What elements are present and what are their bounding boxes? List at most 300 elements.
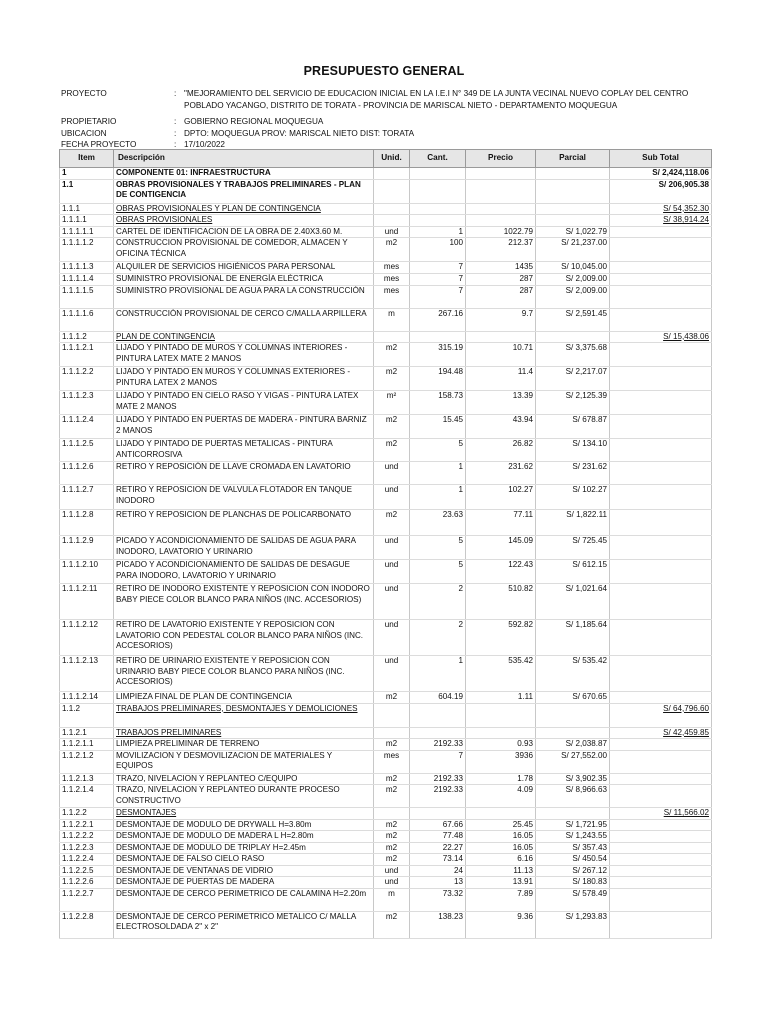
row-item-code	[60, 462, 114, 485]
header-colon: :	[174, 117, 177, 126]
row-partial	[536, 215, 610, 227]
table-row	[60, 750, 712, 773]
row-price-text: 4.09	[517, 785, 533, 794]
row-partial	[536, 739, 610, 751]
table-row	[60, 168, 712, 180]
row-item-code	[60, 877, 114, 889]
row-description	[114, 785, 374, 808]
table-row	[60, 808, 712, 820]
row-description	[114, 692, 374, 704]
row-partial	[536, 439, 610, 462]
row-item-code	[60, 692, 114, 704]
row-price-text: 1022.79	[503, 226, 533, 236]
row-unit-text: und	[384, 462, 399, 471]
row-item-code-text: 1.1.1.2.7	[62, 485, 94, 494]
row-description	[114, 439, 374, 462]
row-unit	[374, 865, 410, 877]
row-quantity	[410, 238, 466, 262]
row-description	[114, 462, 374, 485]
row-description-text: DESMONTAJE DE CERCO PERIMETRICO METALICO C/ MALLA ELECTROSOLDADA 2" x 2"	[116, 911, 356, 931]
row-subtotal	[610, 367, 712, 391]
row-partial	[536, 692, 610, 704]
row-quantity-text: 7	[458, 262, 463, 271]
row-item-code-text: 1.1.2.2.8	[62, 911, 94, 921]
row-unit	[374, 831, 410, 843]
row-unit-text: und	[384, 656, 399, 665]
row-unit	[374, 285, 410, 308]
header-colon: :	[174, 140, 177, 149]
row-unit	[374, 819, 410, 831]
row-quantity	[410, 331, 466, 343]
row-subtotal-text: S/ 38,914.24	[663, 215, 709, 224]
row-subtotal	[610, 238, 712, 262]
row-description	[114, 819, 374, 831]
row-item-code-text: 1.1.1.2.2	[62, 367, 94, 376]
row-quantity-text: 23.63	[442, 510, 463, 519]
row-item-code	[60, 620, 114, 656]
row-unit	[374, 226, 410, 238]
row-quantity-text: 1	[458, 485, 463, 494]
row-item-code	[60, 274, 114, 286]
row-quantity-text: 13	[453, 877, 463, 886]
row-quantity-text: 2192.33	[433, 773, 463, 783]
row-subtotal	[610, 831, 712, 843]
row-price	[466, 785, 536, 808]
table-row	[60, 656, 712, 692]
row-quantity	[410, 785, 466, 808]
row-unit	[374, 331, 410, 343]
row-partial	[536, 842, 610, 854]
row-price	[466, 842, 536, 854]
row-quantity	[410, 274, 466, 286]
row-partial	[536, 179, 610, 203]
table-row	[60, 439, 712, 462]
row-description-text: LIMPIEZA PRELIMINAR DE TERRENO	[116, 739, 260, 748]
row-price-text: 592.82	[508, 620, 533, 629]
row-partial-text: S/ 2,038.87	[565, 739, 607, 748]
row-description	[114, 331, 374, 343]
row-partial	[536, 620, 610, 656]
row-subtotal	[610, 343, 712, 367]
col-unit: Unid.	[374, 150, 410, 168]
row-description	[114, 703, 374, 727]
row-subtotal	[610, 865, 712, 877]
row-item-code	[60, 888, 114, 911]
row-partial-text: S/ 8,966.63	[565, 785, 607, 794]
row-unit-text: m2	[385, 343, 398, 352]
row-unit-text: m2	[385, 842, 398, 852]
row-item-code	[60, 831, 114, 843]
row-price	[466, 343, 536, 367]
row-quantity	[410, 692, 466, 704]
row-price-text: 11.13	[513, 865, 533, 875]
row-item-code-text: 1.1.1.1.1	[62, 226, 94, 236]
row-quantity	[410, 773, 466, 785]
row-item-code	[60, 536, 114, 560]
row-subtotal	[610, 215, 712, 227]
row-subtotal	[610, 773, 712, 785]
row-quantity	[410, 168, 466, 180]
row-description	[114, 739, 374, 751]
row-description	[114, 285, 374, 308]
row-item-code-text: 1.1.1.1.5	[62, 285, 94, 295]
row-partial	[536, 727, 610, 739]
row-item-code-text: 1.1.1.2.4	[62, 415, 94, 424]
row-subtotal-text: S/ 2,424,118.06	[652, 168, 709, 177]
row-quantity	[410, 179, 466, 203]
table-row	[60, 620, 712, 656]
table-row	[60, 415, 712, 439]
row-partial-text: S/ 670.65	[572, 692, 607, 701]
header-value: "MEJORAMIENTO DEL SERVICIO DE EDUCACION INICIAL EN LA I.E.I N° 349 DE LA JUNTA VECINAL NUEVO COPLAY DEL CENTRO POBLADO YACANGO, DISTRITO DE TORATA - PROVINCIA DE MARISCAL NIETO - DEPARTAMENTO MOQUEGUA	[184, 89, 689, 110]
row-quantity-text: 7	[458, 274, 463, 283]
header-row	[61, 88, 721, 112]
row-price	[466, 226, 536, 238]
row-quantity	[410, 536, 466, 560]
row-subtotal	[610, 819, 712, 831]
row-subtotal-text: S/ 64,796.60	[663, 703, 709, 713]
row-description	[114, 888, 374, 911]
row-price	[466, 773, 536, 785]
row-price	[466, 308, 536, 331]
header-value: GOBIERNO REGIONAL MOQUEGUA	[184, 117, 324, 126]
row-description	[114, 415, 374, 439]
row-unit	[374, 911, 410, 938]
row-description-text: LIJADO Y PINTADO DE MUROS Y COLUMNAS INTERIORES - PINTURA LATEX MATE 2 MANOS	[116, 343, 348, 363]
table-row	[60, 179, 712, 203]
row-item-code	[60, 819, 114, 831]
row-partial-text: S/ 578.49	[572, 888, 607, 898]
row-unit-text: m²	[386, 391, 397, 400]
row-unit-text: m	[388, 888, 395, 898]
row-unit	[374, 343, 410, 367]
row-partial	[536, 877, 610, 889]
table-row	[60, 785, 712, 808]
row-item-code-text: 1.1.1.2.13	[62, 656, 99, 665]
row-price	[466, 274, 536, 286]
row-price	[466, 462, 536, 485]
row-partial-text: S/ 180.83	[572, 877, 607, 886]
row-quantity	[410, 560, 466, 584]
table-row	[60, 462, 712, 485]
row-partial-text: S/ 678.87	[572, 415, 607, 424]
row-price-text: 102.27	[508, 485, 533, 494]
row-item-code	[60, 656, 114, 692]
row-quantity-text: 158.73	[438, 391, 463, 400]
table-row	[60, 285, 712, 308]
row-description	[114, 656, 374, 692]
row-item-code	[60, 226, 114, 238]
row-subtotal	[610, 854, 712, 866]
row-quantity-text: 100	[449, 238, 463, 247]
table-row	[60, 819, 712, 831]
row-description-text: TRABAJOS PRELIMINARES, DESMONTAJES Y DEMOLICIONES	[116, 703, 358, 713]
row-description-text: DESMONTAJE DE MODULO DE TRIPLAY H=2.45m	[116, 842, 306, 852]
row-item-code-text: 1.1.2.1.1	[62, 739, 94, 748]
row-price-text: 0.93	[517, 739, 533, 748]
row-description	[114, 226, 374, 238]
row-unit-text: m2	[385, 911, 398, 921]
table-row	[60, 238, 712, 262]
row-price	[466, 331, 536, 343]
row-quantity-text: 138.23	[438, 911, 463, 921]
budget-table	[59, 149, 712, 939]
row-partial	[536, 656, 610, 692]
row-price	[466, 510, 536, 536]
row-subtotal	[610, 703, 712, 727]
row-partial	[536, 168, 610, 180]
row-description	[114, 510, 374, 536]
row-item-code	[60, 865, 114, 877]
row-item-code	[60, 842, 114, 854]
row-subtotal	[610, 656, 712, 692]
table-row	[60, 877, 712, 889]
row-unit	[374, 703, 410, 727]
row-description-text: LIMPIEZA FINAL DE PLAN DE CONTINGENCIA	[116, 692, 292, 701]
row-item-code-text: 1.1.1.2.9	[62, 536, 94, 545]
table-row	[60, 536, 712, 560]
row-description	[114, 179, 374, 203]
row-description	[114, 560, 374, 584]
row-price-text: 26.82	[512, 439, 533, 448]
row-item-code	[60, 415, 114, 439]
row-partial	[536, 203, 610, 215]
row-unit	[374, 215, 410, 227]
row-unit	[374, 462, 410, 485]
row-description-text: OBRAS PROVISIONALES Y PLAN DE CONTINGENCIA	[116, 203, 321, 213]
row-item-code-text: 1.1.2.1.4	[62, 785, 94, 794]
row-unit-text: mes	[383, 274, 400, 283]
row-price	[466, 877, 536, 889]
row-subtotal	[610, 842, 712, 854]
row-quantity-text: 73.32	[442, 888, 463, 898]
row-unit-text: mes	[383, 285, 400, 295]
row-partial	[536, 888, 610, 911]
table-row	[60, 485, 712, 510]
row-item-code	[60, 785, 114, 808]
row-description	[114, 536, 374, 560]
row-quantity	[410, 485, 466, 510]
row-partial-text: S/ 1,021.64	[565, 584, 607, 593]
row-unit	[374, 262, 410, 274]
row-unit	[374, 439, 410, 462]
row-partial	[536, 703, 610, 727]
row-partial-text: S/ 27,552.00	[561, 750, 607, 760]
row-quantity-text: 1	[458, 226, 463, 236]
table-row	[60, 773, 712, 785]
row-subtotal	[610, 262, 712, 274]
row-item-code-text: 1.1.1.2.6	[62, 462, 94, 471]
row-partial	[536, 331, 610, 343]
row-item-code	[60, 584, 114, 620]
row-unit	[374, 179, 410, 203]
row-partial-text: S/ 134.10	[572, 439, 607, 448]
row-subtotal	[610, 536, 712, 560]
row-description-text: LIJADO Y PINTADO DE PUERTAS METALICAS - PINTURA ANTICORROSIVA	[116, 439, 333, 459]
table-row	[60, 226, 712, 238]
row-quantity	[410, 842, 466, 854]
row-partial	[536, 560, 610, 584]
row-partial	[536, 808, 610, 820]
row-item-code-text: 1.1.2.1.2	[62, 750, 94, 760]
row-unit-text: m2	[385, 439, 398, 448]
row-description-text: DESMONTAJE DE CERCO PERIMETRICO DE CALAMINA H=2.20m	[116, 888, 367, 898]
row-item-code	[60, 285, 114, 308]
row-partial	[536, 226, 610, 238]
row-price-text: 287	[519, 285, 533, 295]
row-unit	[374, 536, 410, 560]
row-price	[466, 179, 536, 203]
row-price-text: 1.11	[517, 692, 533, 701]
page-title: PRESUPUESTO GENERAL	[303, 64, 465, 78]
row-quantity-text: 7	[458, 750, 463, 760]
row-partial-text: S/ 2,591.45	[565, 308, 607, 318]
header-row	[61, 116, 721, 128]
row-item-code-text: 1.1.1.1	[62, 215, 87, 224]
row-description	[114, 343, 374, 367]
row-subtotal	[610, 462, 712, 485]
row-item-code-text: 1.1.1.2.11	[62, 584, 98, 593]
row-description	[114, 584, 374, 620]
row-quantity-text: 194.48	[438, 367, 463, 376]
row-subtotal	[610, 808, 712, 820]
col-item: Item	[60, 150, 114, 168]
table-row	[60, 367, 712, 391]
row-unit-text: und	[384, 620, 399, 629]
row-quantity	[410, 415, 466, 439]
table-row	[60, 331, 712, 343]
row-quantity-text: 15.45	[442, 415, 463, 424]
row-quantity	[410, 391, 466, 415]
row-partial	[536, 750, 610, 773]
row-partial-text: S/ 535.42	[572, 656, 607, 665]
row-item-code	[60, 727, 114, 739]
table-row	[60, 703, 712, 727]
row-description-text: CARTEL DE IDENTIFICACION DE LA OBRA DE 2.40X3.60 M.	[116, 226, 343, 236]
row-item-code-text: 1.1.1.1.6	[62, 308, 94, 318]
row-item-code	[60, 439, 114, 462]
row-partial	[536, 238, 610, 262]
row-price	[466, 911, 536, 938]
row-price	[466, 854, 536, 866]
row-item-code-text: 1.1.2.2.1	[62, 819, 94, 829]
row-quantity-text: 2	[458, 620, 463, 629]
col-quantity: Cant.	[410, 150, 466, 168]
row-partial-text: S/ 3,375.68	[565, 343, 607, 352]
row-partial-text: S/ 21,237.00	[561, 238, 607, 247]
row-partial	[536, 391, 610, 415]
row-price-text: 11.4	[517, 367, 533, 376]
table-row	[60, 274, 712, 286]
row-quantity	[410, 215, 466, 227]
row-item-code	[60, 808, 114, 820]
row-unit	[374, 620, 410, 656]
row-item-code	[60, 773, 114, 785]
row-price	[466, 831, 536, 843]
row-description-text: RETIRO DE LAVATORIO EXISTENTE Y REPOSICION CON LAVATORIO CON PEDESTAL COLOR BLANCO PARA NIÑOS (INC. ACCESORIOS)	[116, 620, 364, 650]
header-value: 17/10/2022	[184, 140, 225, 149]
row-item-code-text: 1.1.2.2.6	[62, 877, 94, 886]
row-quantity-text: 77.48	[442, 831, 463, 840]
row-item-code	[60, 238, 114, 262]
row-description	[114, 865, 374, 877]
row-unit	[374, 203, 410, 215]
row-price	[466, 560, 536, 584]
row-partial-text: S/ 357.43	[572, 842, 607, 852]
row-unit	[374, 854, 410, 866]
row-subtotal	[610, 877, 712, 889]
row-item-code	[60, 510, 114, 536]
row-unit	[374, 750, 410, 773]
row-description-text: COMPONENTE 01: INFRAESTRUCTURA	[116, 168, 271, 177]
row-description	[114, 808, 374, 820]
row-subtotal-text: S/ 54,352.30	[663, 203, 709, 213]
row-description-text: CONSTRUCCIÓN PROVISIONAL DE CERCO C/MALLA ARPILLERA	[116, 308, 367, 318]
row-partial	[536, 773, 610, 785]
row-description-text: LIJADO Y PINTADO EN PUERTAS DE MADERA - PINTURA BARNIZ 2 MANOS	[116, 415, 367, 435]
row-description-text: RETIRO DE URINARIO EXISTENTE Y REPOSICION CON URINARIO BABY PIECE COLOR BLANCO PARA NIÑOS (INC. ACCESORIOS)	[116, 656, 345, 686]
row-quantity	[410, 285, 466, 308]
row-unit-text: m2	[385, 819, 398, 829]
row-unit	[374, 842, 410, 854]
row-subtotal-text: S/ 11,566.02	[663, 808, 709, 817]
row-subtotal	[610, 510, 712, 536]
row-quantity	[410, 854, 466, 866]
row-subtotal	[610, 203, 712, 215]
row-unit-text: m2	[385, 692, 398, 701]
row-price-text: 9.7	[521, 308, 533, 318]
row-partial-text: S/ 267.12	[572, 865, 607, 875]
row-unit-text: m2	[385, 367, 398, 376]
row-item-code-text: 1.1.2.2.3	[62, 842, 94, 852]
row-price-text: 212.37	[508, 238, 533, 247]
row-price-text: 145.09	[508, 536, 533, 545]
row-unit-text: m2	[385, 785, 398, 794]
row-quantity-text: 2192.33	[433, 739, 463, 748]
row-unit-text: und	[384, 536, 399, 545]
row-partial	[536, 308, 610, 331]
row-price-text: 231.62	[508, 462, 533, 471]
row-price	[466, 285, 536, 308]
row-description-text: RETIRO DE INODORO EXISTENTE Y REPOSICION CON INODORO BABY PIECE COLOR BLANCO PARA NIÑOS (INC. ACCESORIOS)	[116, 584, 370, 604]
row-price-text: 9.36	[517, 911, 533, 921]
row-item-code-text: 1.1.2.2.4	[62, 854, 94, 863]
row-description-text: LIJADO Y PINTADO EN CIELO RASO Y VIGAS - PINTURA LATEX MATE 2 MANOS	[116, 391, 359, 411]
row-item-code	[60, 215, 114, 227]
row-quantity	[410, 808, 466, 820]
table-row	[60, 842, 712, 854]
row-item-code-text: 1.1.1.2.3	[62, 391, 94, 400]
row-description-text: PICADO Y ACONDICIONAMIENTO DE SALIDAS DE AGUA PARA INODORO, LAVATORIO Y URINARIO	[116, 536, 356, 556]
row-price	[466, 391, 536, 415]
row-item-code-text: 1	[62, 168, 67, 177]
row-partial-text: S/ 10,045.00	[561, 262, 607, 271]
table-row	[60, 865, 712, 877]
table-row	[60, 584, 712, 620]
row-price	[466, 536, 536, 560]
row-item-code-text: 1.1.1.1.3	[62, 262, 94, 271]
row-item-code-text: 1.1.2	[62, 703, 81, 713]
table-row	[60, 739, 712, 751]
row-item-code-text: 1.1.2.2	[62, 808, 87, 817]
row-description-text: RETIRO Y REPOSICIÓN DE LLAVE CROMADA EN LAVATORIO	[116, 462, 351, 471]
table-row	[60, 262, 712, 274]
row-partial	[536, 485, 610, 510]
row-price	[466, 262, 536, 274]
table-row	[60, 854, 712, 866]
row-item-code-text: 1.1.1.2.8	[62, 510, 94, 519]
col-subtotal: Sub Total	[610, 150, 712, 168]
